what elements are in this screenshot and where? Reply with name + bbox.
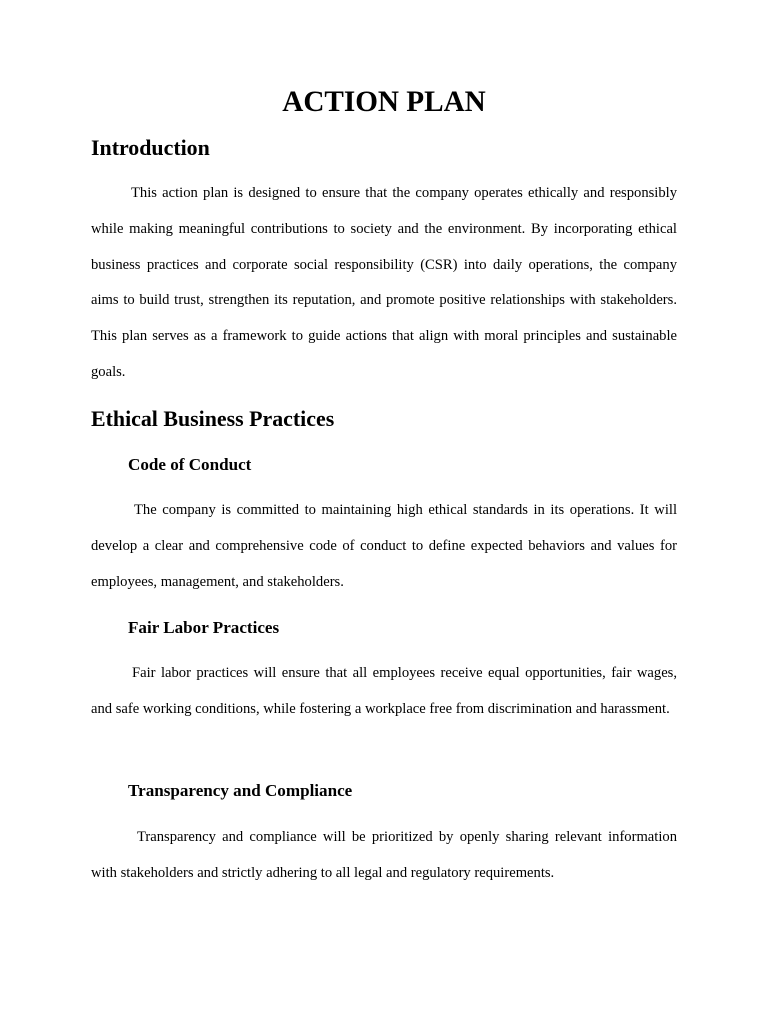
heading-introduction: Introduction	[91, 135, 210, 160]
heading-ethical-business-practices: Ethical Business Practices	[91, 406, 335, 431]
subheading-code-of-conduct: Code of Conduct	[128, 455, 252, 474]
paragraph-code-of-conduct: The company is committed to maintaining high ethical standards in its operations. It will develop a clear and comprehensive code of conduct to define expected behaviors and values for employees, management, and stakeholders.	[91, 502, 677, 590]
subheading-transparency-and-compliance: Transparency and Compliance	[128, 781, 353, 800]
subheading-fair-labor-practices: Fair Labor Practices	[128, 618, 280, 637]
document-title: ACTION PLAN	[282, 86, 486, 118]
paragraph-transparency-and-compliance: Transparency and compliance will be prioritized by openly sharing relevant information with stakeholders and strictly adhering to all legal and regulatory requirements.	[91, 829, 677, 881]
paragraph-fair-labor-practices: Fair labor practices will ensure that all employees receive equal opportunities, fair wages, and safe working conditions, while fostering a workplace free from discrimination and harassment.	[91, 665, 677, 717]
paragraph-introduction: This action plan is designed to ensure that the company operates ethically and responsibly while making meaningful contributions to society and the environment. By incorporating ethical business practices and corporate social responsibility (CSR) into daily operations, the company aims to build trust, strengthen its reputation, and promote positive relationships with stakeholders. This plan serves as a framework to guide actions that align with moral principles and sustainable goals.	[91, 185, 677, 380]
